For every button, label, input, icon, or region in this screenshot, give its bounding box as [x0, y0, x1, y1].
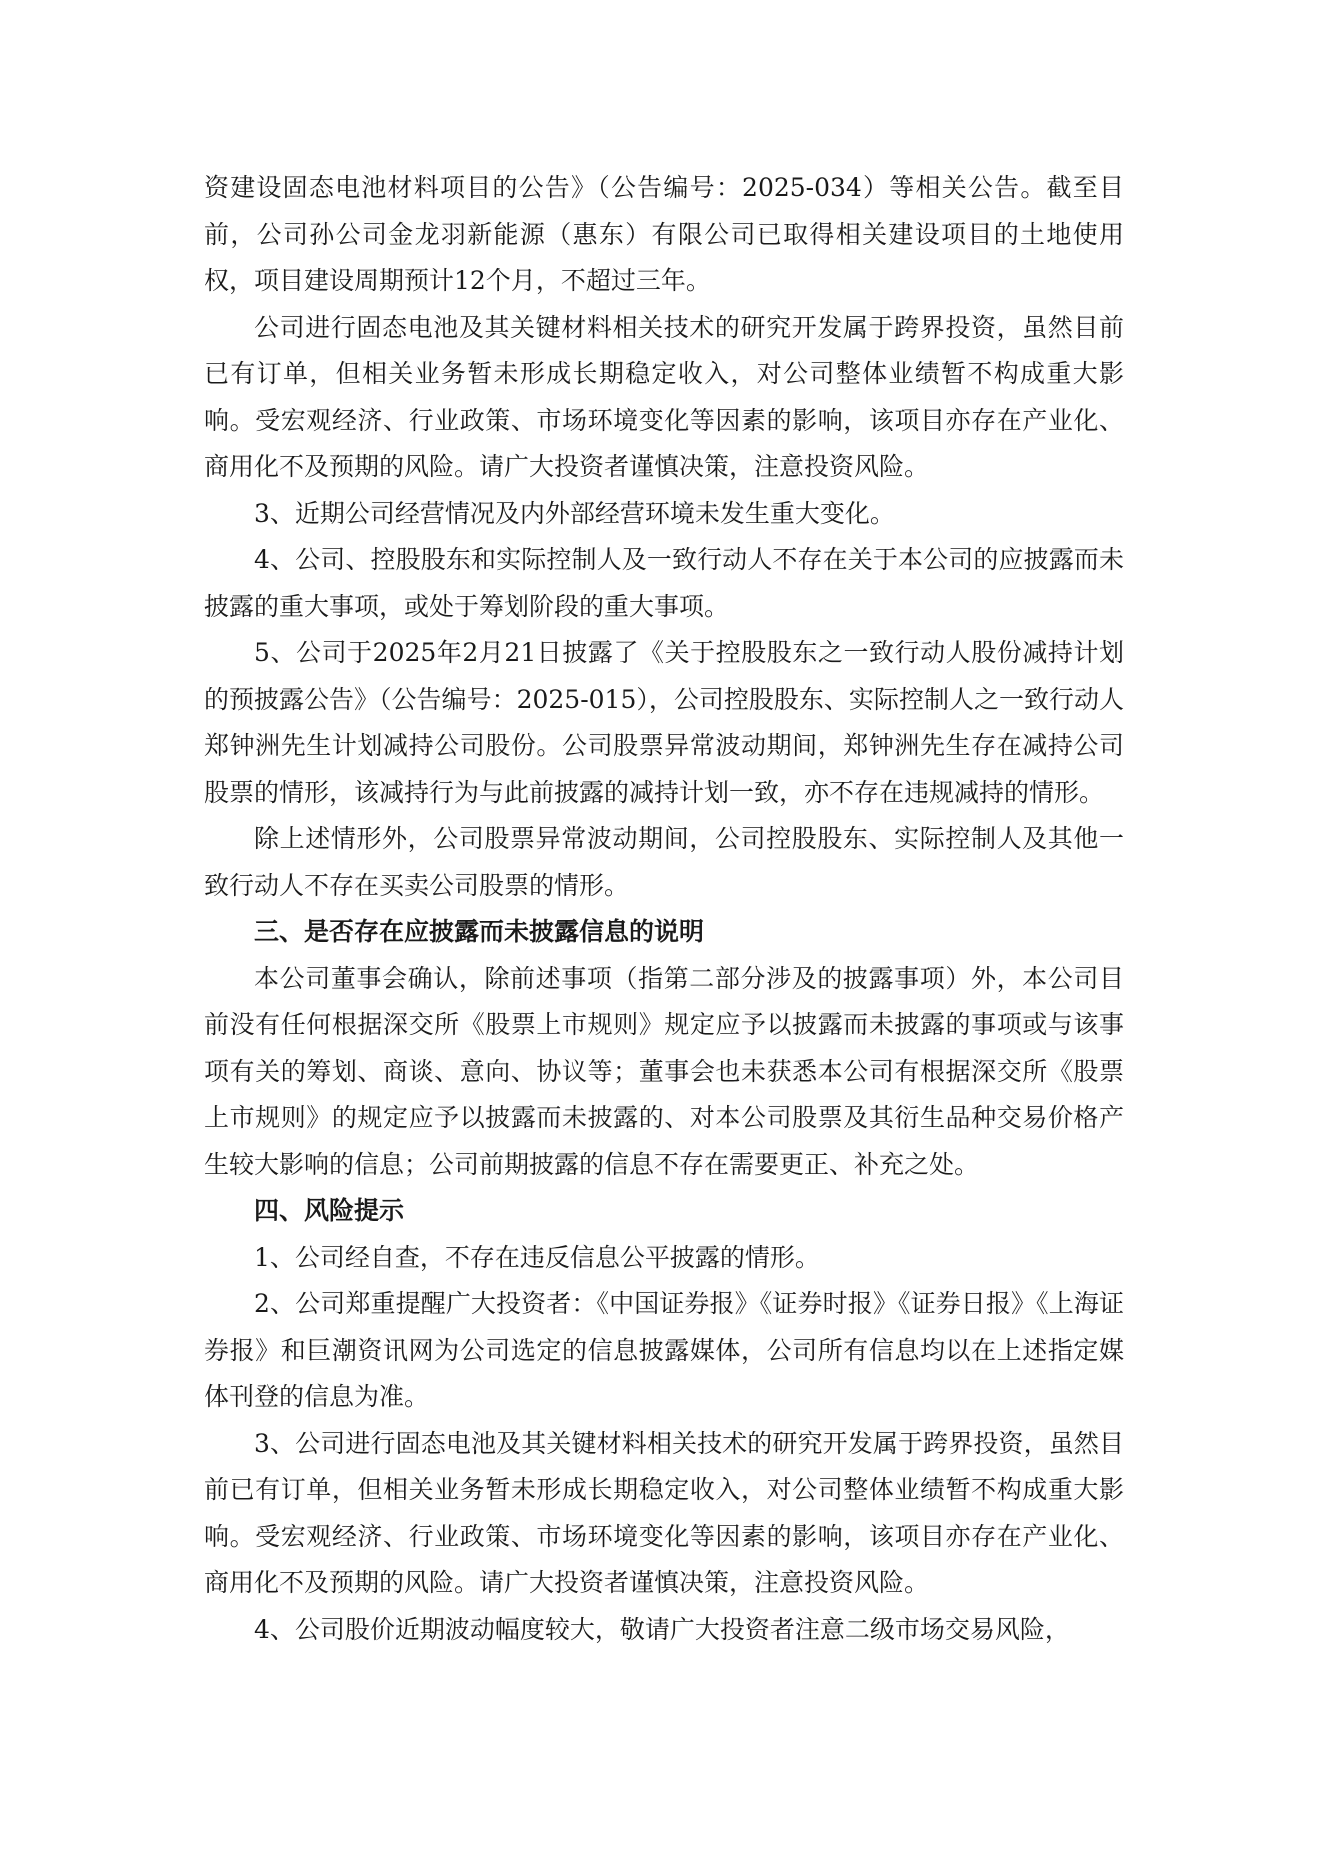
paragraph-board-confirmation: 本公司董事会确认，除前述事项（指第二部分涉及的披露事项）外，本公司目前没有任何根据深交所《股票上市规则》规定应予以披露而未披露的事项或与该事项有关的筹划、商谈、意向、协议等；董事会也未获悉本公司有根据深交所《股票上市规则》的规定应予以披露而未披露的、对本公司股票及其衍生品种交易价格产生较大影响的信息；公司前期披露的信息不存在需要更正、补充之处。 [204, 963, 1124, 1179]
section-heading-3: 三、是否存在应披露而未披露信息的说明 [254, 917, 705, 946]
paragraph-item-3-operations: 3、近期公司经营情况及内外部经营环境未发生重大变化。 [254, 498, 895, 528]
paragraph-continuation: 资建设固态电池材料项目的公告》（公告编号：2025-034）等相关公告。截至目前，公司孙公司金龙羽新能源（惠东）有限公司已取得相关建设项目的土地使用权，项目建设周期预计12个月，不超过三年。 [204, 173, 1124, 295]
paragraph-risk-4: 4、公司股价近期波动幅度较大，敬请广大投资者注意二级市场交易风险， [254, 1614, 1070, 1644]
paragraph-risk-1: 1、公司经自查，不存在违反信息公平披露的情形。 [254, 1242, 820, 1272]
section-heading-4: 四、风险提示 [254, 1196, 405, 1225]
paragraph-no-trading: 除上述情形外，公司股票异常波动期间，公司控股股东、实际控制人及其他一致行动人不存在买卖公司股票的情形。 [204, 824, 1124, 900]
paragraph-risk-3: 3、公司进行固态电池及其关键材料相关技术的研究开发属于跨界投资，虽然目前已有订单，但相关业务暂未形成长期稳定收入，对公司整体业绩暂不构成重大影响。受宏观经济、行业政策、市场环境变化等因素的影响，该项目亦存在产业化、商用化不及预期的风险。请广大投资者谨慎决策，注意投资风险。 [204, 1428, 1124, 1597]
paragraph-risk-2: 2、公司郑重提醒广大投资者：《中国证券报》《证券时报》《证券日报》《上海证券报》和巨潮资讯网为公司选定的信息披露媒体，公司所有信息均以在上述指定媒体刊登的信息为准。 [204, 1289, 1124, 1411]
document-page [204, 165, 1124, 1653]
paragraph-item-4-undisclosed: 4、公司、控股股东和实际控制人及一致行动人不存在关于本公司的应披露而未披露的重大事项，或处于筹划阶段的重大事项。 [204, 545, 1124, 621]
paragraph-item-5-reduction: 5、公司于2025年2月21日披露了《关于控股股东之一致行动人股份减持计划的预披露公告》（公告编号：2025-015），公司控股股东、实际控制人之一致行动人郑钟洲先生计划减持公司股份。公司股票异常波动期间，郑钟洲先生存在减持公司股票的情形，该减持行为与此前披露的减持计划一致，亦不存在违规减持的情形。 [204, 638, 1124, 807]
paragraph-solid-state-battery-risk: 公司进行固态电池及其关键材料相关技术的研究开发属于跨界投资，虽然目前已有订单，但相关业务暂未形成长期稳定收入，对公司整体业绩暂不构成重大影响。受宏观经济、行业政策、市场环境变化等因素的影响，该项目亦存在产业化、商用化不及预期的风险。请广大投资者谨慎决策，注意投资风险。 [204, 312, 1124, 481]
